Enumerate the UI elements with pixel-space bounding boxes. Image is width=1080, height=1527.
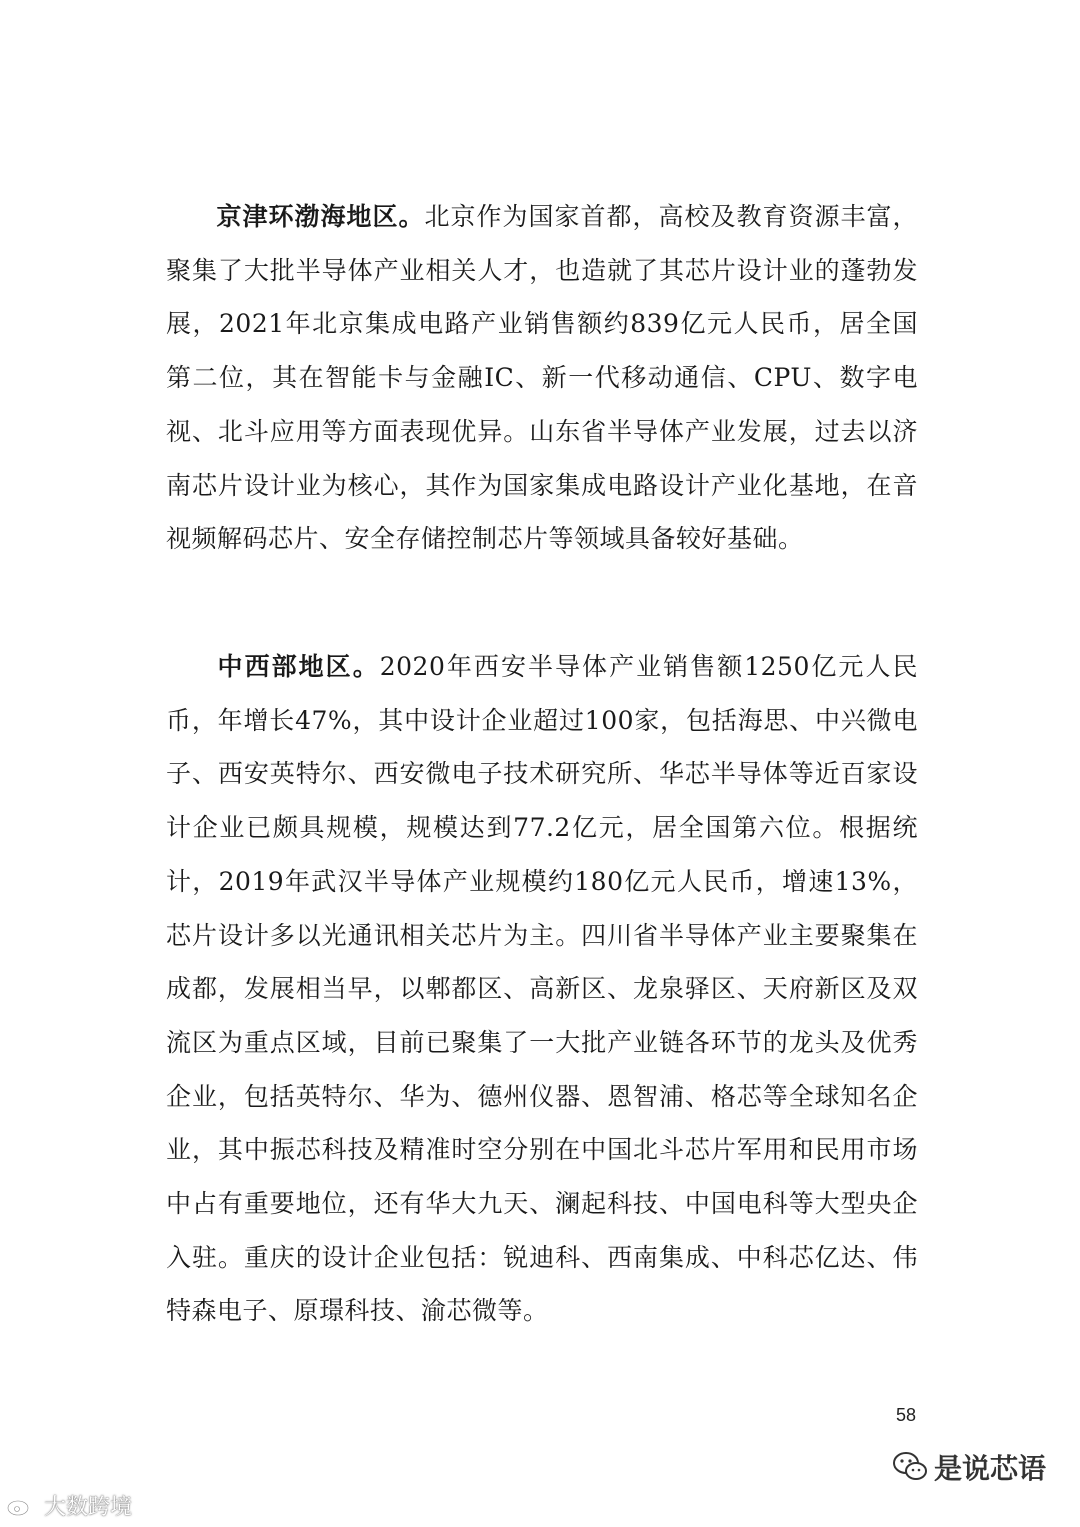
paragraph-body: 2020年西安半导体产业销售额1250亿元人民币，年增长47%，其中设计企业超过100家，包括海思、中兴微电子、西安英特尔、西安微电子技术研究所、华芯半导体等近百家设计企业已颇具规模，规模达到77.2亿元，居全国第六位。根据统计，2019年武汉半导体产业规模约180亿元人民币，增速13%，芯片设计多以光通讯相关芯片为主。四川省半导体产业主要聚集在成都，发展相当早，以郫都区、高新区、龙泉驿区、天府新区及双流区为重点区域，目前已聚集了一大批产业链各环节的龙头及优秀企业，包括英特尔、华为、德州仪器、恩智浦、格芯等全球知名企业，其中振芯科技及精准时空分别在中国北斗芯片军用和民用市场中占有重要地位，还有华大九天、澜起科技、中国电科等大型央企入驻。重庆的设计企业包括：锐迪科、西南集成、中科芯亿达、伟特森电子、原璟科技、渝芯微等。 — [166, 652, 918, 1326]
paragraph-body: 北京作为国家首都，高校及教育资源丰富，聚集了大批半导体产业相关人才，也造就了其芯片设计业的蓬勃发展，2021年北京集成电路产业销售额约839亿元人民币，居全国第二位，其在智能卡与金融IC、新一代移动通信、CPU、数字电视、北斗应用等方面表现优异。山东省半导体产业发展，过去以济南芯片设计业为核心，其作为国家集成电路设计产业化基地，在音视频解码芯片、安全存储控制芯片等领域具备较好基础。 — [166, 202, 918, 554]
watermark-right-text: 是说芯语 — [933, 1452, 1046, 1485]
wechat-icon — [892, 1451, 928, 1483]
weibo-logo-icon — [6, 1495, 40, 1517]
watermark-right — [892, 1447, 1046, 1487]
watermark-left — [6, 1490, 132, 1521]
paragraph-lead-label: 中西部地区。 — [216, 652, 380, 681]
paragraph-central-western — [166, 640, 918, 1338]
watermark-left-text: 大数跨境 — [44, 1495, 133, 1520]
page-number: 58 — [895, 1405, 916, 1425]
paragraph-beijing-tianjin-bohai — [166, 190, 918, 566]
paragraph-lead-label: 京津环渤海地区。 — [216, 202, 425, 231]
